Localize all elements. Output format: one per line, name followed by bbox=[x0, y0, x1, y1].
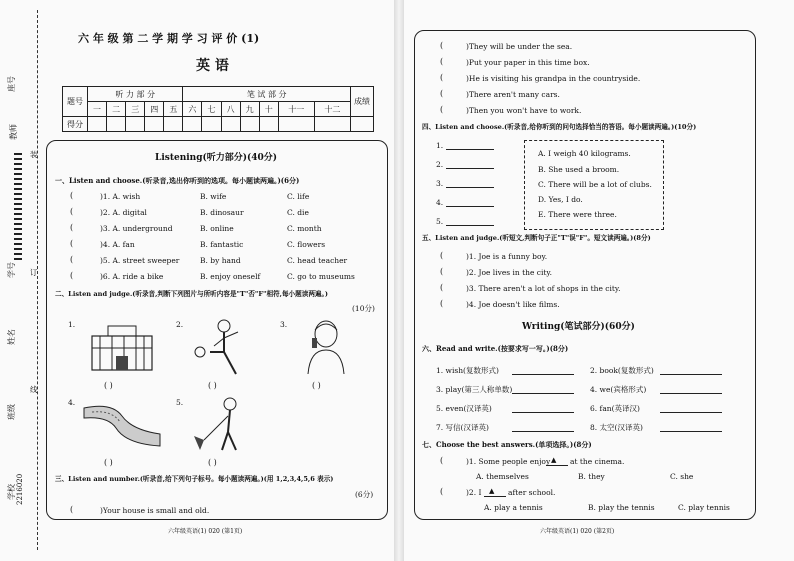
col-9: 九 bbox=[240, 102, 259, 117]
barcode bbox=[14, 150, 22, 260]
writing-title: Writing(笔试部分)(60分) bbox=[522, 322, 635, 332]
s1-q3-b: B. online bbox=[200, 224, 234, 233]
binding-strip bbox=[0, 0, 44, 561]
man-phone-picture bbox=[300, 318, 352, 376]
s5-item-2: )2. Joe lives in the city. bbox=[466, 268, 553, 277]
s4-opt-a: A. I weigh 40 kilograms. bbox=[538, 149, 631, 158]
s7-q1-a: A. themselves bbox=[476, 472, 529, 481]
th-listening: 听 力 部 分 bbox=[88, 87, 183, 102]
s7-heading: 七、Choose the best answers.(单项选择。)(8分) bbox=[422, 440, 592, 449]
s4-num-3: 3. bbox=[436, 179, 444, 188]
pic2-blank[interactable]: ( ) bbox=[208, 381, 217, 390]
river-picture bbox=[82, 400, 162, 450]
s6-blank-6[interactable] bbox=[660, 412, 722, 413]
exam-title: 六 年 级 第 二 学 期 学 习 评 价 (1) bbox=[78, 32, 260, 45]
s4-blank-3[interactable] bbox=[446, 187, 494, 188]
col-8: 八 bbox=[221, 102, 240, 117]
s5-item-1: )1. Joe is a funny boy. bbox=[466, 252, 548, 261]
th-writing: 笔 试 部 分 bbox=[183, 87, 351, 102]
s7-q1-c: C. she bbox=[670, 472, 694, 481]
pic1-blank[interactable]: ( ) bbox=[104, 381, 113, 390]
th-score: 成绩 bbox=[351, 87, 374, 117]
pic5-num: 5. bbox=[176, 398, 184, 407]
footer-page1: 六年级英语(1) 020 (第1页) bbox=[168, 528, 243, 535]
s1-q5-c: C. head teacher bbox=[287, 256, 348, 265]
s1-q1-a: )1. A. wish bbox=[100, 192, 141, 201]
s4-opt-d: D. Yes, I do. bbox=[538, 195, 583, 204]
s1-q6-b: B. enjoy oneself bbox=[200, 272, 261, 281]
s7-q1-end: at the cinema. bbox=[570, 457, 625, 466]
s6-heading: 六、Read and write.(按要求写一写。)(8分) bbox=[422, 344, 569, 353]
code-label: 2216020 bbox=[16, 473, 24, 505]
s3-points: (6分) bbox=[355, 490, 374, 499]
s5-item-4: )4. Joe doesn't like films. bbox=[466, 300, 560, 309]
s4-opt-b: B. She used a broom. bbox=[538, 165, 620, 174]
s6-left-5: 5. even(汉译英) bbox=[436, 404, 492, 413]
s5-heading: 五、Listen and judge.(听短文,判断句子正"T"误"F"。短文读两遍。)(8分) bbox=[422, 234, 651, 242]
col-5: 五 bbox=[164, 102, 183, 117]
seat-label: 座号 bbox=[7, 76, 16, 92]
s4-num-1: 1. bbox=[436, 141, 444, 150]
s3-item-3: )Put your paper in this time box. bbox=[466, 58, 590, 67]
name-label: 姓名 bbox=[7, 329, 16, 345]
mark-zhuang: 装 bbox=[30, 150, 38, 159]
s4-num-4: 4. bbox=[436, 198, 444, 207]
s4-opt-e: E. There were three. bbox=[538, 210, 617, 219]
col-10: 十 bbox=[259, 102, 278, 117]
s3-item-4: )He is visiting his grandpa in the countryside. bbox=[466, 74, 641, 83]
col-3: 三 bbox=[126, 102, 145, 117]
s4-blank-4[interactable] bbox=[446, 206, 494, 207]
triangle-icon: ▲ bbox=[551, 456, 557, 464]
s2-heading: 二、Listen and judge.(听录音,判断下列图片与所听内容是"T"否"F"相符,每小题读两遍。) bbox=[55, 290, 328, 298]
s4-opt-c: C. There will be a lot of clubs. bbox=[538, 180, 652, 189]
s1-q2-b: B. dinosaur bbox=[200, 208, 244, 217]
s6-right-8: 8. 太空(汉译英) bbox=[590, 423, 643, 432]
s6-blank-4[interactable] bbox=[660, 393, 722, 394]
s6-blank-1[interactable] bbox=[512, 374, 574, 375]
s7-q1: )1. Some people enjoy bbox=[466, 457, 551, 466]
s6-left-3: 3. play(第三人称单数) bbox=[436, 385, 513, 394]
s3-item-1: )Your house is small and old. bbox=[100, 506, 210, 515]
s1-q1-b: B. wife bbox=[200, 192, 227, 201]
s1-heading: 一、Listen and choose.(听录音,选出你听到的选项。每小题读两遍。)(6分) bbox=[55, 176, 300, 185]
s6-left-7: 7. 写信(汉译英) bbox=[436, 423, 489, 432]
kicking-ball-picture bbox=[192, 318, 252, 380]
s6-right-6: 6. fan(英译汉) bbox=[590, 404, 640, 413]
s3-item-2: )They will be under the sea. bbox=[466, 42, 573, 51]
s1-q6-c: C. go to museums bbox=[287, 272, 355, 281]
col-6: 六 bbox=[183, 102, 202, 117]
s6-blank-3[interactable] bbox=[512, 393, 574, 394]
id-label: 学号 bbox=[7, 262, 16, 278]
s3-item-5: )There aren't many cars. bbox=[466, 90, 560, 99]
pic1-num: 1. bbox=[68, 320, 76, 329]
th-points: 得分 bbox=[63, 117, 88, 132]
street-sweeper-picture bbox=[190, 396, 252, 452]
building-picture bbox=[86, 322, 158, 374]
school-label: 学校 bbox=[7, 484, 16, 500]
s1-q3-a: )3. A. underground bbox=[100, 224, 173, 233]
s6-blank-2[interactable] bbox=[660, 374, 722, 375]
s1-q2-c: C. die bbox=[287, 208, 309, 217]
s4-heading: 四、Listen and choose.(听录音,给你听到的问句选择恰当的答语。每小题读两遍。)(10分) bbox=[422, 123, 697, 131]
s4-num-2: 2. bbox=[436, 160, 444, 169]
s4-blank-5[interactable] bbox=[446, 225, 494, 226]
col-11: 十一 bbox=[278, 102, 314, 117]
col-1: 一 bbox=[88, 102, 107, 117]
s6-right-2: 2. book(复数形式) bbox=[590, 366, 654, 375]
subject-title: 英 语 bbox=[196, 58, 229, 74]
pic5-blank[interactable]: ( ) bbox=[208, 458, 217, 467]
s7-q2-c: C. play tennis bbox=[678, 503, 730, 512]
cut-line bbox=[37, 10, 38, 550]
s4-num-5: 5. bbox=[436, 217, 444, 226]
footer-page2: 六年级英语(1) 020 (第2页) bbox=[540, 528, 615, 535]
col-2: 二 bbox=[107, 102, 126, 117]
s1-q4-b: B. fantastic bbox=[200, 240, 244, 249]
page-fold bbox=[394, 0, 404, 561]
pic2-num: 2. bbox=[176, 320, 184, 329]
listening-title: Listening(听力部分)(40分) bbox=[155, 153, 278, 163]
s4-blank-1[interactable] bbox=[446, 149, 494, 150]
teacher-label: 教师 bbox=[9, 124, 18, 140]
s3-heading: 三、Listen and number.(听录音,给下列句子标号。每小题读两遍。)(用 1,2,3,4,5,6 表示) bbox=[55, 475, 334, 483]
score-table bbox=[62, 86, 374, 132]
s6-blank-7[interactable] bbox=[512, 431, 574, 432]
s1-q4-a: )4. A. fan bbox=[100, 240, 135, 249]
pic4-blank[interactable]: ( ) bbox=[104, 458, 113, 467]
pic4-num: 4. bbox=[68, 398, 76, 407]
mark-ding: 订 bbox=[30, 268, 38, 277]
s3-item-6: )Then you won't have to work. bbox=[466, 106, 582, 115]
s2-points: (10分) bbox=[352, 304, 375, 313]
s6-blank-8[interactable] bbox=[660, 431, 722, 432]
triangle-icon: ▲ bbox=[489, 487, 495, 495]
s7-q1-b: B. they bbox=[578, 472, 605, 481]
s1-q4-c: C. flowers bbox=[287, 240, 326, 249]
s1-q1-c: C. life bbox=[287, 192, 310, 201]
s1-q6-a: )6. A. ride a bike bbox=[100, 272, 164, 281]
s7-q2: )2. I bbox=[466, 488, 482, 497]
s7-q2-a: A. play a tennis bbox=[484, 503, 543, 512]
pic3-num: 3. bbox=[280, 320, 288, 329]
s7-q2-end: after school. bbox=[508, 488, 556, 497]
mark-xian: 线 bbox=[30, 385, 38, 394]
col-7: 七 bbox=[202, 102, 221, 117]
s1-q5-b: B. by hand bbox=[200, 256, 241, 265]
col-4: 四 bbox=[145, 102, 164, 117]
s7-q2-blank[interactable] bbox=[484, 496, 506, 497]
s1-q3-c: C. month bbox=[287, 224, 322, 233]
th-question: 题号 bbox=[63, 87, 88, 117]
s1-q2-a: )2. A. digital bbox=[100, 208, 147, 217]
s6-blank-5[interactable] bbox=[512, 412, 574, 413]
s7-q2-b: B. play the tennis bbox=[588, 503, 655, 512]
s5-item-3: )3. There aren't a lot of shops in the city. bbox=[466, 284, 621, 293]
s6-left-1: 1. wish(复数形式) bbox=[436, 366, 499, 375]
col-12: 十二 bbox=[314, 102, 350, 117]
s4-blank-2[interactable] bbox=[446, 168, 494, 169]
class-label: 班级 bbox=[7, 404, 16, 420]
pic3-blank[interactable]: ( ) bbox=[312, 381, 321, 390]
s6-right-4: 4. we(宾格形式) bbox=[590, 385, 647, 394]
s7-q1-blank[interactable] bbox=[546, 465, 568, 466]
s1-q5-a: )5. A. street sweeper bbox=[100, 256, 180, 265]
